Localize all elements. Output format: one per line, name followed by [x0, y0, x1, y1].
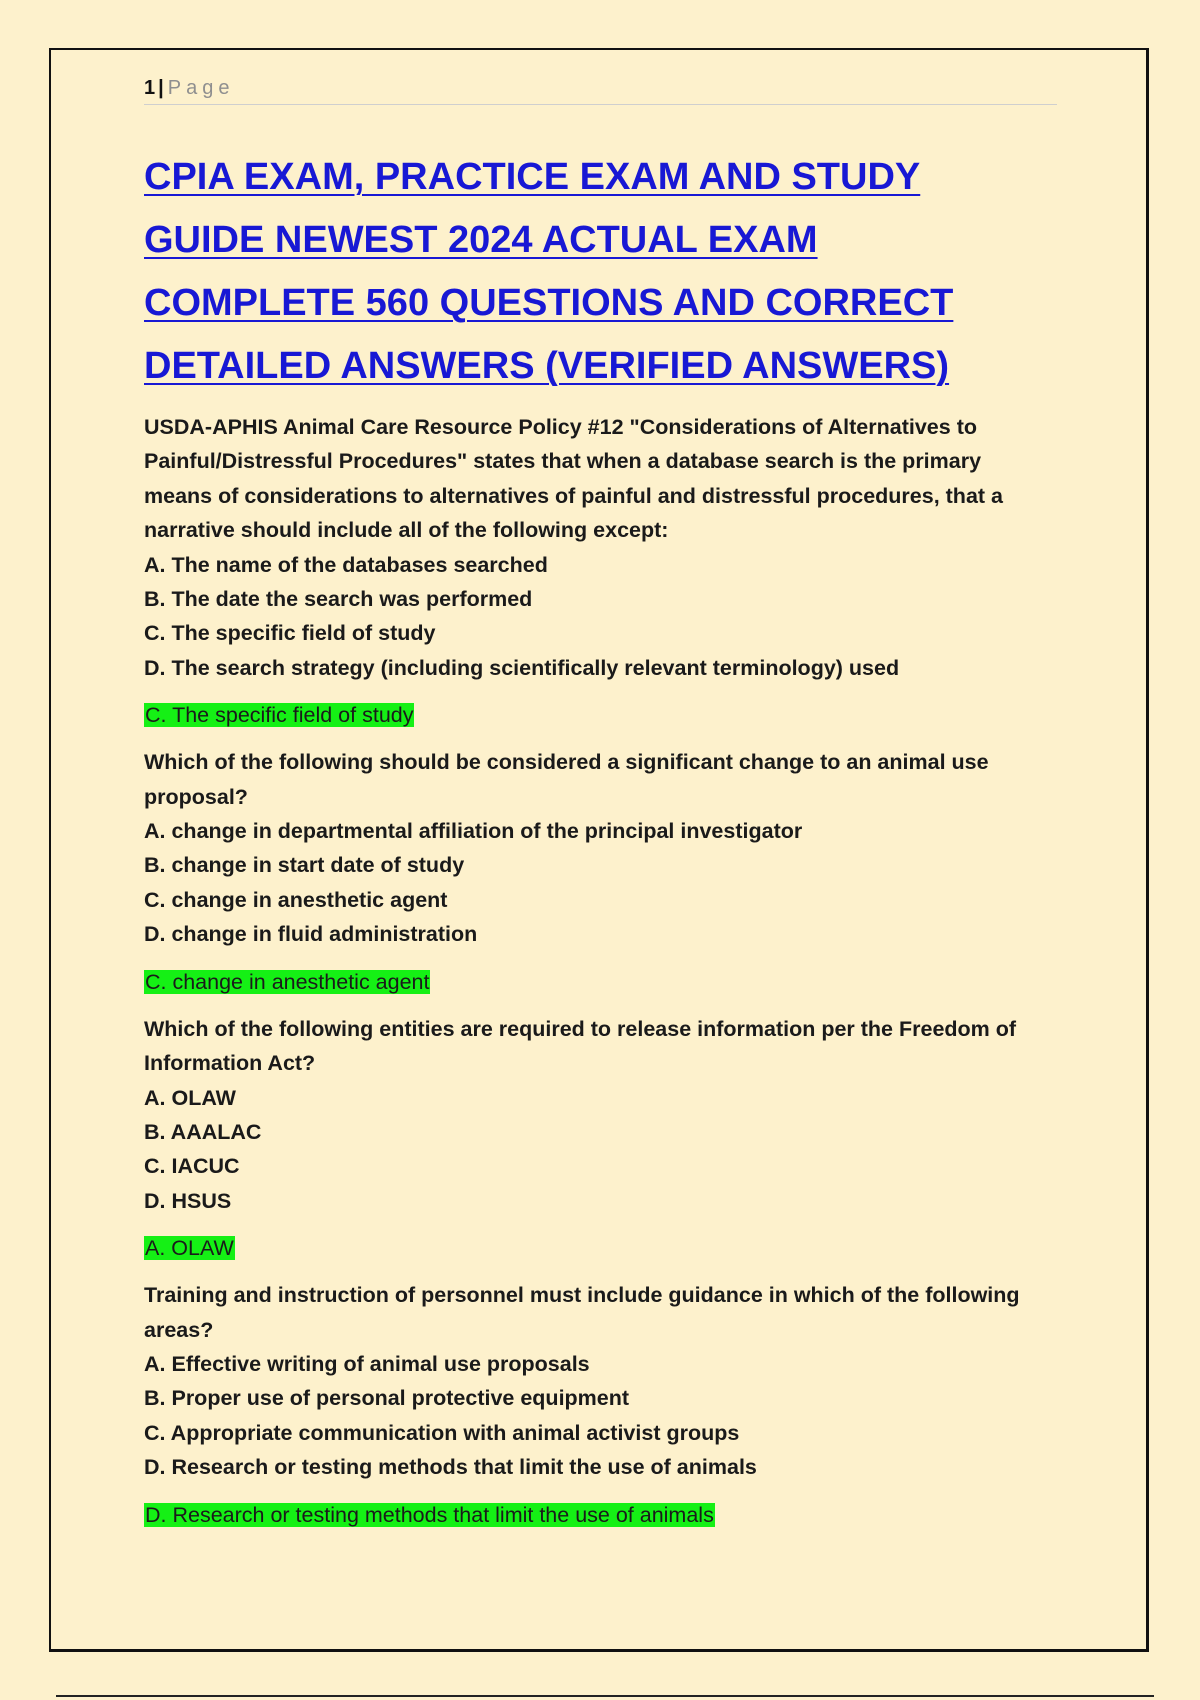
correct-answer: C. The specific field of study — [145, 703, 414, 728]
question-block — [144, 1012, 1044, 1262]
stem-line: Which of the following should be considered a significant change to an animal use — [144, 750, 989, 775]
title-line: DETAILED ANSWERS (VERIFIED ANSWERS) — [144, 345, 950, 387]
page-number: 1 — [144, 76, 156, 99]
stem-line: Which of the following entities are required to release information per the Freedom of — [144, 1016, 1017, 1041]
answer-option: A. Effective writing of animal use proposals — [144, 1351, 590, 1376]
answer-option: C. Appropriate communication with animal activist groups — [144, 1420, 740, 1445]
correct-answer: A. OLAW — [145, 1236, 234, 1261]
title-line: COMPLETE 560 QUESTIONS AND CORRECT — [144, 282, 954, 324]
question-list — [144, 410, 1044, 1545]
document-title — [144, 146, 1044, 398]
stem-line: proposal? — [144, 784, 248, 809]
correct-answer-row — [144, 701, 1044, 729]
answer-option: B. Proper use of personal protective equipment — [144, 1386, 630, 1411]
answer-option: B. AAALAC — [144, 1119, 262, 1144]
stem-line: means of considerations to alternatives of painful and distressful procedures, that a — [144, 483, 1003, 508]
correct-answer-row — [144, 1234, 1044, 1262]
answer-option: A. OLAW — [144, 1085, 236, 1110]
stem-line: narrative should include all of the following except: — [144, 518, 669, 543]
title-line: CPIA EXAM, PRACTICE EXAM AND STUDY — [144, 156, 921, 198]
title-line: GUIDE NEWEST 2024 ACTUAL EXAM — [144, 219, 818, 261]
stem-line: areas? — [144, 1317, 214, 1342]
page-word: Page — [167, 76, 235, 99]
question-stem — [144, 410, 1044, 548]
answer-option: A. The name of the databases searched — [144, 552, 548, 577]
answer-option: B. change in start date of study — [144, 853, 465, 878]
answer-option: D. The search strategy (including scientifically relevant terminology) used — [144, 655, 900, 680]
stem-line: Training and instruction of personnel must include guidance in which of the following — [144, 1283, 1020, 1308]
question-block — [144, 1278, 1044, 1528]
answer-option: C. The specific field of study — [144, 621, 436, 646]
answer-option: D. Research or testing methods that limit the use of animals — [144, 1455, 757, 1480]
question-block — [144, 745, 1044, 995]
answer-option: A. change in departmental affiliation of the principal investigator — [144, 819, 803, 844]
correct-answer: C. change in anesthetic agent — [145, 969, 430, 994]
question-stem — [144, 1278, 1044, 1347]
question-block — [144, 410, 1044, 729]
correct-answer: D. Research or testing methods that limit the use of animals — [145, 1502, 714, 1527]
correct-answer-row — [144, 1501, 1044, 1529]
question-stem — [144, 1012, 1044, 1081]
stem-line: USDA-APHIS Animal Care Resource Policy #12 "Considerations of Alternatives to — [144, 415, 977, 439]
answer-option: D. HSUS — [144, 1188, 232, 1213]
stem-line: Information Act? — [144, 1051, 316, 1076]
answer-option: C. IACUC — [144, 1154, 240, 1179]
answer-option: C. change in anesthetic agent — [144, 887, 448, 912]
stem-line: Painful/Distressful Procedures" states that when a database search is the primary — [144, 449, 982, 474]
page-header — [144, 72, 1057, 105]
bottom-divider — [56, 1695, 1154, 1697]
question-stem — [144, 745, 1044, 814]
correct-answer-row — [144, 968, 1044, 996]
answer-option: B. The date the search was performed — [144, 587, 533, 612]
answer-option: D. change in fluid administration — [144, 922, 478, 947]
page-separator: | — [158, 76, 164, 99]
